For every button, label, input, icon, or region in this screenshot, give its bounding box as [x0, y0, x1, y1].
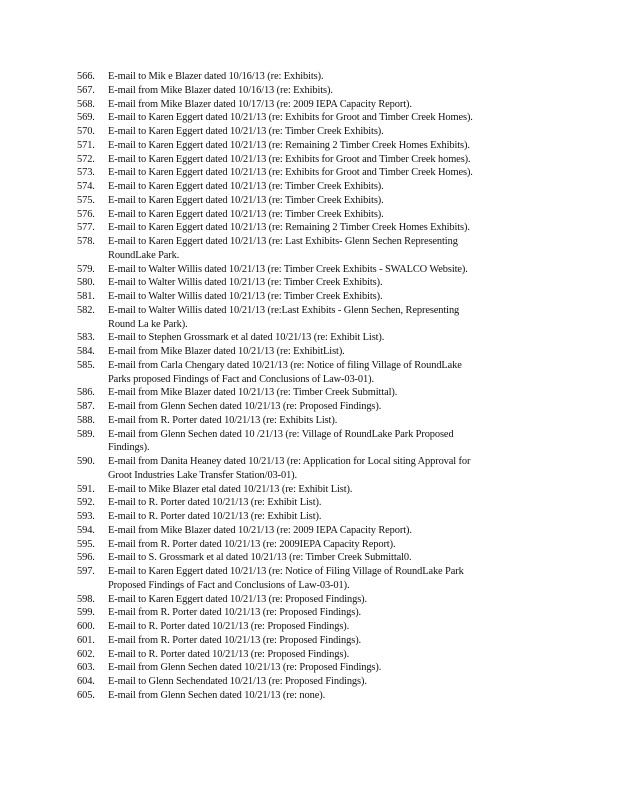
entry-text: Groot Industries Lake Transfer Station/03-01).	[108, 469, 298, 481]
entry-number: 569.	[77, 112, 95, 124]
entry-number: 604.	[77, 676, 95, 687]
entry-text: E-mail to Karen Eggert dated 10/21/13 (re: Timber Creek Exhibits).	[108, 126, 384, 137]
list-item	[0, 235, 618, 263]
entry-text: E-mail to R. Porter dated 10/21/13 (re: Proposed Findings).	[108, 621, 350, 632]
entry-number: 578.	[77, 236, 95, 247]
entry-text: E-mail from Glenn Sechen dated 10/21/13 (re: Proposed Findings).	[108, 401, 382, 412]
entry-number: 589.	[77, 428, 95, 440]
entry-number: 601.	[77, 634, 95, 646]
list-item	[0, 98, 618, 112]
entry-number: 595.	[77, 538, 95, 550]
entry-text: E-mail from R. Porter dated 10/21/13 (re: 2009IEPA Capacity Report).	[108, 538, 396, 550]
entry-number: 587.	[77, 401, 95, 412]
entry-number: 584.	[77, 346, 95, 357]
list-item	[0, 593, 618, 607]
list-item	[0, 620, 618, 634]
list-item	[0, 166, 618, 180]
list-item	[0, 675, 618, 689]
entry-text: E-mail from R. Porter dated 10/21/13 (re: Proposed Findings).	[108, 607, 362, 619]
list-item	[0, 111, 618, 125]
list-item	[0, 386, 618, 400]
entry-text: Round La ke Park).	[108, 318, 188, 330]
entry-text: E-mail to Karen Eggert dated 10/21/13 (re: Remaining 2 Timber Creek Homes Exhibits).	[108, 222, 470, 234]
list-item	[0, 428, 618, 456]
entry-text: E-mail from Glenn Sechen dated 10/21/13 (re: Proposed Findings).	[108, 662, 382, 674]
list-item	[0, 689, 618, 703]
entry-number: 581.	[77, 291, 95, 302]
entry-text: Proposed Findings of Fact and Conclusions of Law-03-01).	[108, 579, 350, 591]
entry-text: E-mail to Karen Eggert dated 10/21/13 (re: Timber Creek Exhibits).	[108, 208, 384, 220]
list-item	[0, 221, 618, 235]
entry-number: 602.	[77, 648, 95, 660]
list-item	[0, 331, 618, 345]
entry-text: E-mail to R. Porter dated 10/21/13 (re: Exhibit List).	[108, 511, 322, 522]
entry-text: E-mail to Karen Eggert dated 10/21/13 (re: Exhibits for Groot and Timber Creek homes).	[108, 153, 471, 165]
entry-text: E-mail from Mike Blazer dated 10/17/13 (re: 2009 IEPA Capacity Report).	[108, 98, 412, 110]
list-item	[0, 153, 618, 167]
list-item	[0, 359, 618, 387]
list-item	[0, 634, 618, 648]
entry-number: 576.	[77, 208, 95, 220]
entry-number: 571.	[77, 139, 95, 151]
list-item	[0, 180, 618, 194]
list-item	[0, 125, 618, 139]
entry-text: E-mail to Glenn Sechendated 10/21/13 (re: Proposed Findings).	[108, 676, 367, 687]
list-item	[0, 345, 618, 359]
list-item	[0, 208, 618, 222]
entry-text: RoundLake Park.	[108, 249, 180, 261]
entry-text: E-mail from Mike Blazer dated 10/16/13 (re: Exhibits).	[108, 84, 333, 96]
entry-text: E-mail to Walter Willis dated 10/21/13 (re: Timber Creek Exhibits).	[108, 291, 383, 302]
entry-number: 582.	[77, 304, 95, 316]
entry-text: E-mail to Karen Eggert dated 10/21/13 (re: Last Exhibits- Glenn Sechen Representing	[108, 236, 458, 247]
entry-text: E-mail to Stephen Grossmark et al dated 10/21/13 (re: Exhibit List).	[108, 332, 385, 344]
entry-number: 590.	[77, 456, 95, 467]
entry-number: 567.	[77, 84, 95, 96]
entry-number: 579.	[77, 263, 95, 275]
entry-text: E-mail to Mik e Blazer dated 10/16/13 (re: Exhibits).	[108, 71, 324, 82]
entry-number: 572.	[77, 153, 95, 165]
document-page	[0, 70, 618, 703]
entry-text: E-mail to Karen Eggert dated 10/21/13 (re: Timber Creek Exhibits).	[108, 181, 384, 192]
entry-text: E-mail from Mike Blazer dated 10/21/13 (re: 2009 IEPA Capacity Report).	[108, 524, 412, 536]
entry-text: Findings).	[108, 442, 150, 454]
list-item	[0, 400, 618, 414]
list-item	[0, 565, 618, 593]
entry-text: E-mail to Walter Willis dated 10/21/13 (re: Timber Creek Exhibits).	[108, 277, 383, 289]
entry-text: E-mail from R. Porter dated 10/21/13 (re: Exhibits List).	[108, 414, 338, 426]
entry-text: E-mail to R. Porter dated 10/21/13 (re: Exhibit List).	[108, 497, 322, 509]
list-item	[0, 538, 618, 552]
list-item	[0, 414, 618, 428]
entry-number: 605.	[77, 689, 95, 701]
entry-number: 603.	[77, 662, 95, 674]
entry-text: Parks proposed Findings of Fact and Conclusions of Law-03-01).	[108, 373, 374, 385]
entry-number: 575.	[77, 194, 95, 206]
entry-text: E-mail from R. Porter dated 10/21/13 (re: Proposed Findings).	[108, 634, 362, 646]
entry-number: 568.	[77, 98, 95, 110]
list-item	[0, 510, 618, 524]
entry-number: 599.	[77, 607, 95, 619]
entry-number: 574.	[77, 181, 95, 192]
list-item	[0, 551, 618, 565]
entry-text: E-mail from Mike Blazer dated 10/21/13 (re: Timber Creek Submittal).	[108, 387, 398, 399]
entry-number: 573.	[77, 167, 95, 179]
entry-number: 598.	[77, 593, 95, 605]
entry-text: E-mail to Karen Eggert dated 10/21/13 (re: Notice of Filing Village of RoundLake Park	[108, 566, 464, 577]
entry-number: 594.	[77, 524, 95, 536]
entry-number: 588.	[77, 414, 95, 426]
entry-number: 600.	[77, 621, 95, 632]
list-item	[0, 524, 618, 538]
list-item	[0, 194, 618, 208]
list-item	[0, 483, 618, 497]
entry-text: E-mail to Walter Willis dated 10/21/13 (re: Timber Creek Exhibits - SWALCO Website).	[108, 263, 468, 275]
entry-number: 597.	[77, 566, 95, 577]
list-item	[0, 263, 618, 277]
entry-number: 596.	[77, 552, 95, 564]
entry-text: E-mail from Glenn Sechen dated 10 /21/13 (re: Village of RoundLake Park Proposed	[108, 428, 454, 440]
entry-text: E-mail to Walter Willis dated 10/21/13 (re:Last Exhibits - Glenn Sechen, Representing	[108, 304, 460, 316]
entry-number: 591.	[77, 483, 95, 495]
list-item	[0, 276, 618, 290]
entry-number: 586.	[77, 387, 95, 399]
entry-text: E-mail to Karen Eggert dated 10/21/13 (re: Exhibits for Groot and Timber Creek Homes).	[108, 112, 473, 124]
entry-number: 583.	[77, 332, 95, 344]
entry-text: E-mail from Carla Chengary dated 10/21/13 (re: Notice of filing Village of RoundLake	[108, 359, 462, 371]
list-item	[0, 496, 618, 510]
entry-number: 570.	[77, 126, 95, 137]
entry-number: 566.	[77, 71, 95, 82]
list-item	[0, 455, 618, 483]
list-item	[0, 84, 618, 98]
entry-text: E-mail to Karen Eggert dated 10/21/13 (re: Timber Creek Exhibits).	[108, 194, 384, 206]
entry-number: 580.	[77, 277, 95, 289]
list-item	[0, 648, 618, 662]
list-item	[0, 606, 618, 620]
entry-text: E-mail to Karen Eggert dated 10/21/13 (re: Exhibits for Groot and Timber Creek Homes).	[108, 167, 473, 179]
entry-number: 593.	[77, 511, 95, 522]
list-item	[0, 661, 618, 675]
entry-text: E-mail from Mike Blazer dated 10/21/13 (re: ExhibitList).	[108, 346, 345, 357]
list-item	[0, 290, 618, 304]
entry-text: E-mail to Mike Blazer etal dated 10/21/13 (re: Exhibit List).	[108, 483, 353, 495]
entry-text: E-mail to S. Grossmark et al dated 10/21/13 (re: Timber Creek Submittal0.	[108, 552, 412, 564]
entry-list	[0, 70, 618, 703]
entry-text: E-mail from Danita Heaney dated 10/21/13 (re: Application for Local siting Approval for	[108, 456, 471, 467]
list-item	[0, 139, 618, 153]
entry-number: 585.	[77, 359, 95, 371]
list-item	[0, 304, 618, 332]
entry-number: 577.	[77, 222, 95, 234]
entry-text: E-mail to Karen Eggert dated 10/21/13 (re: Proposed Findings).	[108, 593, 367, 605]
entry-number: 592.	[77, 497, 95, 509]
entry-text: E-mail to Karen Eggert dated 10/21/13 (re: Remaining 2 Timber Creek Homes Exhibits).	[108, 139, 470, 151]
entry-text: E-mail from Glenn Sechen dated 10/21/13 (re: none).	[108, 689, 326, 701]
list-item	[0, 70, 618, 84]
entry-text: E-mail to R. Porter dated 10/21/13 (re: Proposed Findings).	[108, 648, 350, 660]
